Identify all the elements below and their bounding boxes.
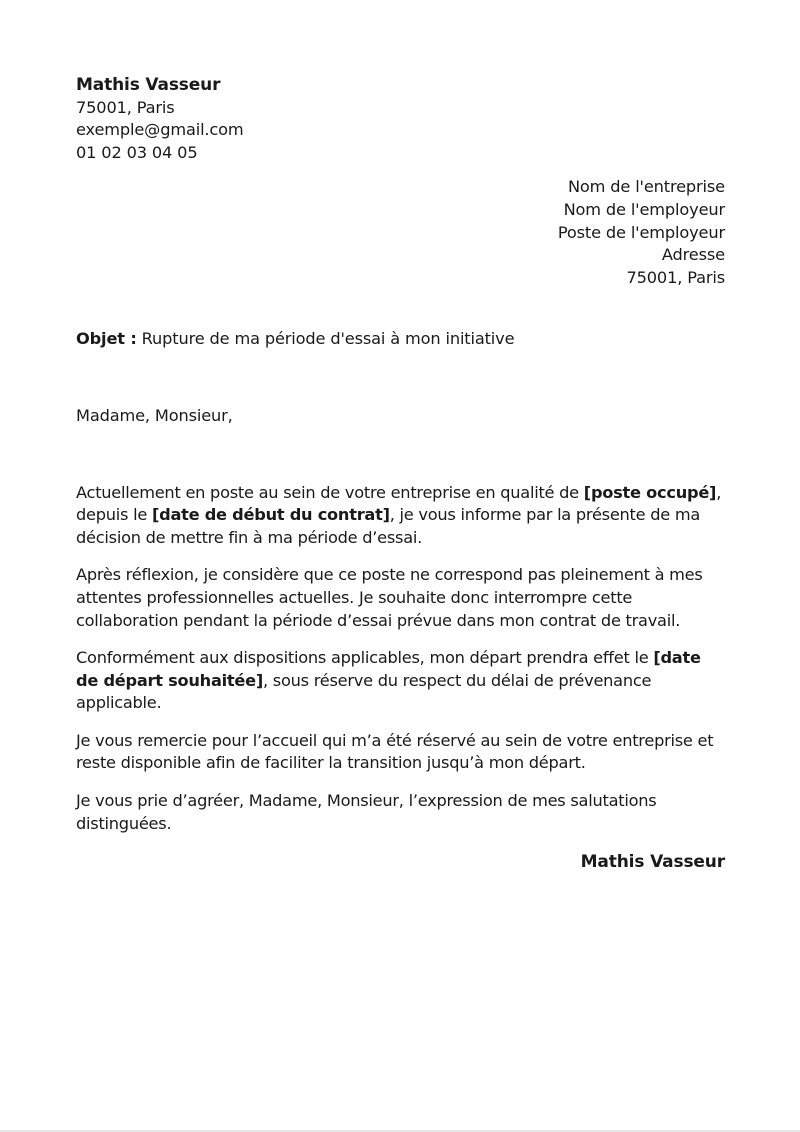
- paragraph-4: Je vous remercie pour l’accueil qui m’a été réservé au sein de votre entreprise et reste disponible afin de faciliter la transition jusqu’à mon départ.: [76, 730, 714, 773]
- recipient-block: [76, 176, 725, 289]
- signature: Mathis Vasseur: [580, 852, 725, 873]
- paragraph-3: [76, 647, 725, 715]
- recipient-employer: Nom de l'employeur: [563, 199, 725, 219]
- sender-phone: 01 02 03 04 05: [76, 142, 198, 162]
- letter-body: [76, 482, 725, 836]
- paragraph-3-text-1: Conformément aux dispositions applicables, mon départ prendra effet le: [76, 648, 654, 668]
- sender-block: [76, 74, 725, 164]
- paragraph-1: [76, 482, 725, 550]
- paragraph-1-text-1: Actuellement en poste au sein de votre entreprise en qualité de: [76, 482, 584, 502]
- recipient-address: Adresse: [661, 245, 725, 265]
- paragraph-5: Je vous prie d’agréer, Madame, Monsieur, l’expression de mes salutations distinguées.: [76, 791, 657, 833]
- sender-name: Mathis Vasseur: [76, 75, 221, 95]
- subject-text: Rupture de ma période d'essai à mon initiative: [136, 329, 515, 349]
- subject-line: [76, 328, 725, 351]
- placeholder-departure-date: [date de départ souhaitée]: [76, 648, 701, 690]
- paragraph-3-text-2: , sous réserve du respect du délai de prévenance applicable.: [76, 670, 652, 713]
- recipient-position: Poste de l'employeur: [557, 222, 725, 242]
- sender-city: 75001, Paris: [76, 97, 175, 117]
- placeholder-start-date: [date de début du contrat]: [151, 505, 390, 525]
- subject-label: Objet :: [76, 329, 137, 349]
- greeting: Madame, Monsieur,: [76, 405, 233, 425]
- paragraph-1-text-2: , depuis le: [76, 482, 722, 525]
- paragraph-2: Après réflexion, je considère que ce poste ne correspond pas pleinement à mes attentes professionnelles actuelles. Je souhaite donc interrompre cette collaboration pendant la période d’essai prévue dans mon contrat de travail.: [76, 565, 703, 630]
- paragraph-1-text-3: , je vous informe par la présente de ma décision de mettre fin à ma période d’essai.: [76, 505, 701, 547]
- recipient-company: Nom de l'entreprise: [567, 177, 725, 197]
- placeholder-position: [poste occupé]: [583, 482, 717, 502]
- sender-email: exemple@gmail.com: [76, 120, 244, 140]
- recipient-city: 75001, Paris: [626, 267, 725, 287]
- letter-page: [76, 74, 725, 874]
